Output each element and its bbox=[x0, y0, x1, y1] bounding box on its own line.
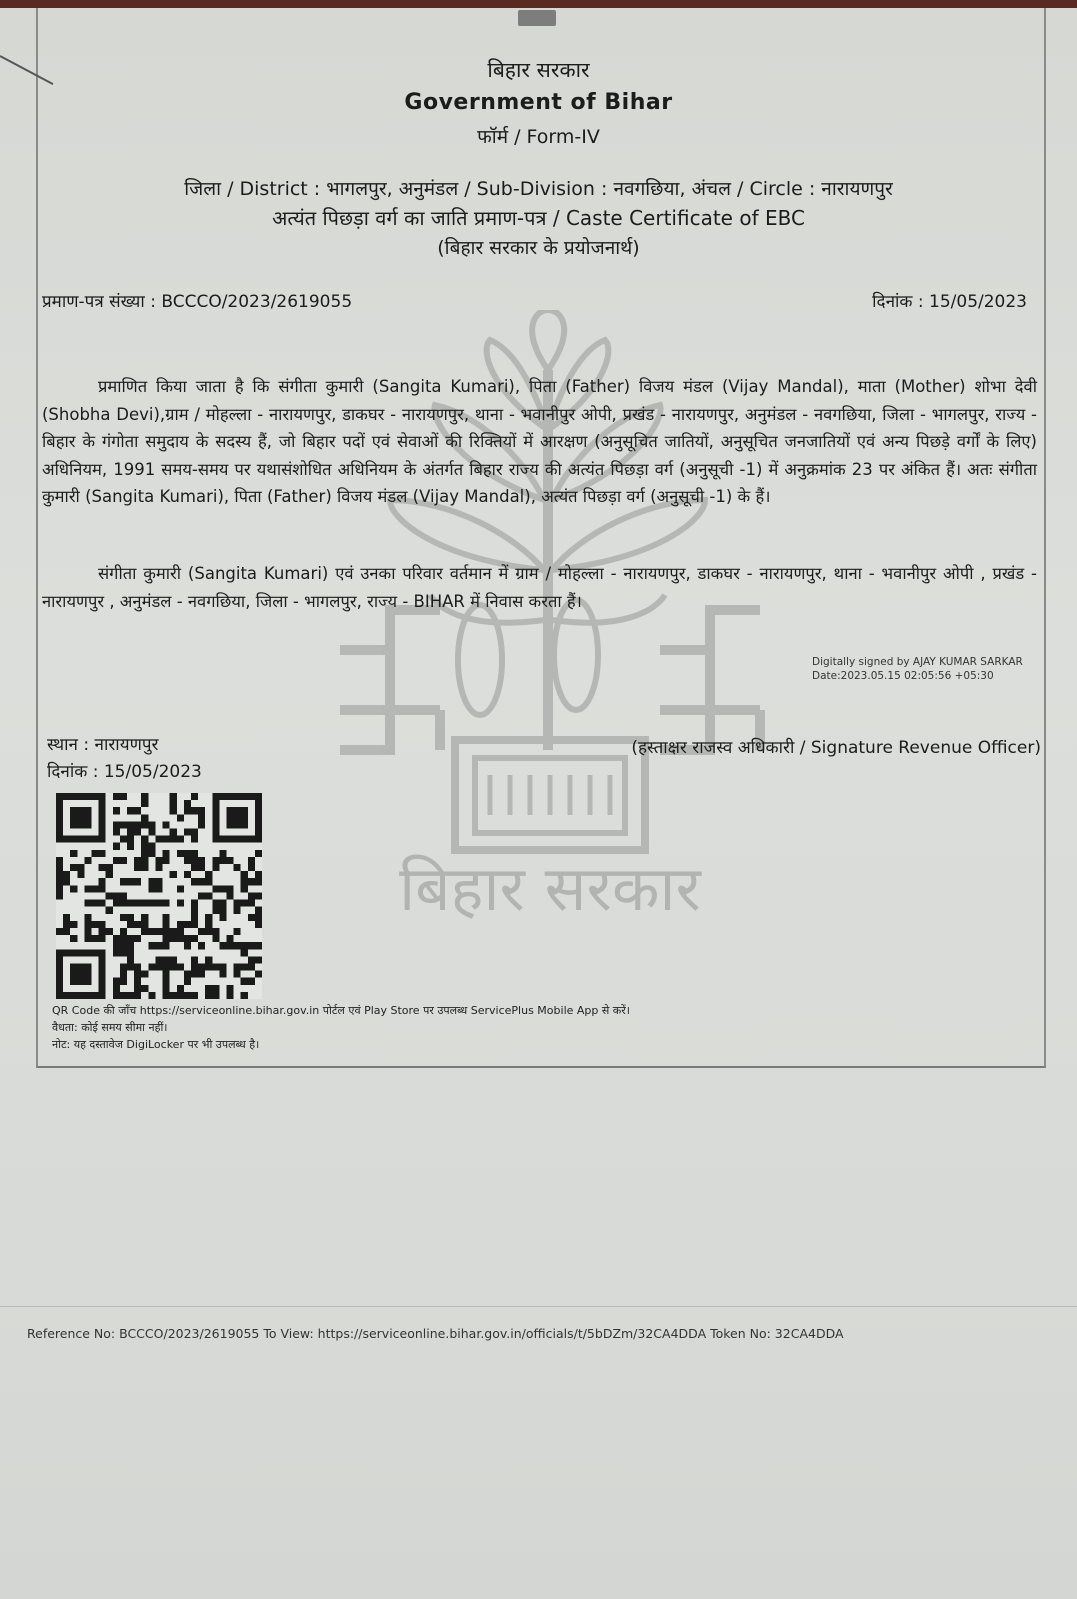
signature-label: (हस्ताक्षर राजस्व अधिकारी / Signature Revenue Officer) bbox=[631, 738, 1041, 758]
certificate-paragraph-2: संगीता कुमारी (Sangita Kumari) एवं उनका परिवार वर्तमान में ग्राम / मोहल्ला - नारायणपुर, डाकघर - नारायणपुर, थाना - भवानीपुर ओपी , प्रखंड - नारायणपुर , अनुमंडल - नवगछिया, जिला - भागलपुर, राज्य - BIHAR में निवास करता हैं। bbox=[42, 564, 1037, 611]
place-label: स्थान : नारायणपुर bbox=[47, 735, 159, 755]
digital-signature-date: Date:2023.05.15 02:05:56 +05:30 bbox=[812, 670, 994, 682]
watermark-text: बिहार सरकार bbox=[399, 852, 701, 925]
district-line: जिला / District : भागलपुर, अनुमंडल / Sub-Division : नवगछिया, अंचल / Circle : नारायणपुर bbox=[184, 178, 893, 200]
qr-code-icon bbox=[56, 793, 262, 999]
digilocker-note: नोट: यह दस्तावेज DigiLocker पर भी उपलब्ध है। bbox=[52, 1038, 260, 1051]
digital-signature-name: Digitally signed by AJAY KUMAR SARKAR bbox=[812, 656, 1023, 668]
hindi-title: बिहार सरकार bbox=[487, 58, 590, 82]
validity-note: वैधता: कोई समय सीमा नहीं। bbox=[52, 1021, 168, 1034]
top-edge-strip bbox=[0, 0, 1077, 8]
notes-block bbox=[52, 1002, 630, 1053]
certificate-purpose: (बिहार सरकार के प्रयोजनार्थ) bbox=[437, 237, 640, 259]
place-date: दिनांक : 15/05/2023 bbox=[47, 762, 202, 782]
form-number: फॉर्म / Form-IV bbox=[477, 126, 600, 148]
certificate-paragraph-1: प्रमाणित किया जाता है कि संगीता कुमारी (Sangita Kumari), पिता (Father) विजय मंडल (Vijay Mandal), माता (Mother) शोभा देवी (Shobha Devi),ग्राम / मोहल्ला - नारायणपुर, डाकघर - नारायणपुर, थाना - भवानीपुर ओपी, प्रखंड - नारायणपुर, अनुमंडल - नवगछिया, जिला - भागलपुर, राज्य - बिहार के गंगोता समुदाय के सदस्य हैं, जो बिहार पदों एवं सेवाओं की रिक्तियों में आरक्षण (अनुसूचित जातियों, अनुसूचित जनजातियों एवं अन्य पिछड़े वर्गों के लिए) अधिनियम, 1991 समय-समय पर यथासंशोधित अधिनियम के अंतर्गत बिहार राज्य की अत्यंत पिछड़ा वर्ग (अनुसूची -1) में अनुक्रमांक 23 पर अंकित हैं। अतः संगीता कुमारी (Sangita Kumari), पिता (Father) विजय मंडल (Vijay Mandal), अत्यंत पिछड़ा वर्ग (अनुसूची -1) के हैं। bbox=[42, 377, 1037, 506]
certificate-title: अत्यंत पिछड़ा वर्ग का जाति प्रमाण-पत्र / Caste Certificate of EBC bbox=[272, 206, 805, 230]
reference-line: Reference No: BCCCO/2023/2619055 To View: https://serviceonline.bihar.gov.in/officials/t/5bDZm/32CA4DDA Token No: 32CA4DDA bbox=[27, 1326, 844, 1341]
certificate-number: प्रमाण-पत्र संख्या : BCCCO/2023/2619055 bbox=[42, 292, 353, 312]
qr-verification-note: QR Code की जाँच https://serviceonline.bihar.gov.in पोर्टल एवं Play Store पर उपलब्ध ServicePlus Mobile App से करें। bbox=[52, 1004, 630, 1017]
footer-divider bbox=[0, 1306, 1077, 1307]
certificate-date: दिनांक : 15/05/2023 bbox=[872, 292, 1027, 312]
english-title: Government of Bihar bbox=[404, 90, 673, 115]
digital-signature bbox=[812, 655, 1023, 683]
